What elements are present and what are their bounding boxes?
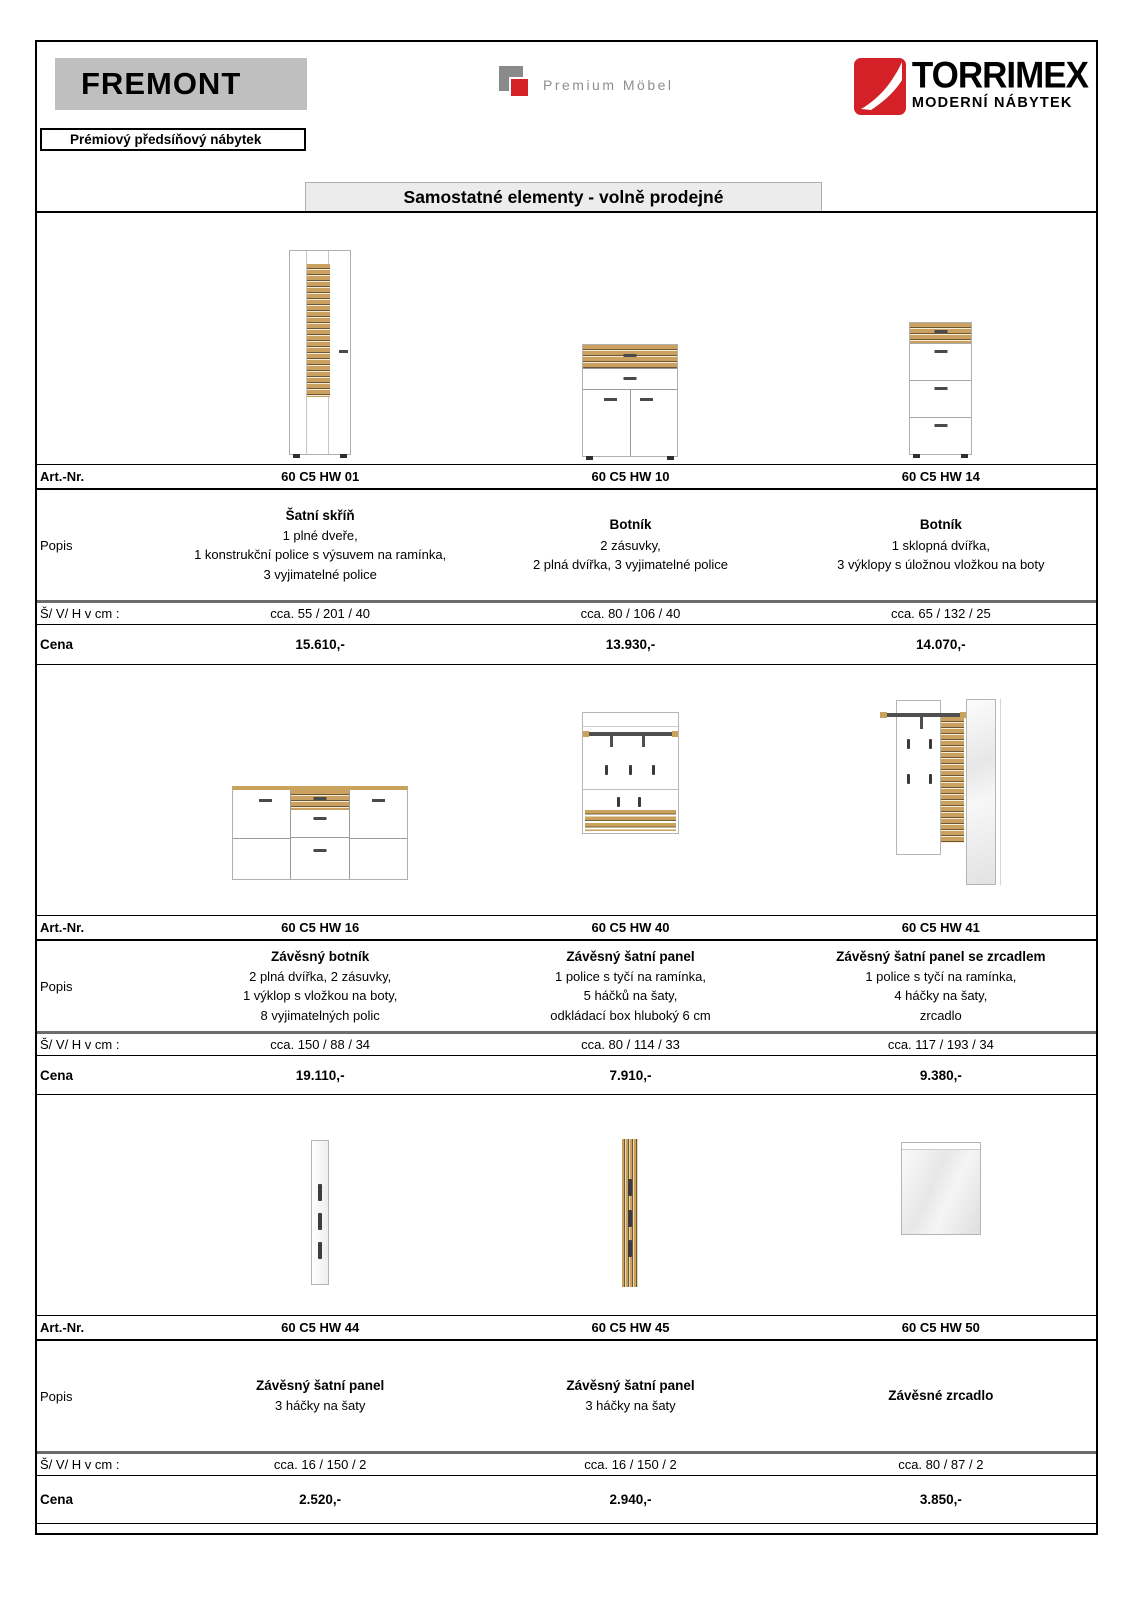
cena-label: Cena xyxy=(40,637,74,652)
coat-hook xyxy=(605,765,608,775)
art-nr-row xyxy=(37,1315,1096,1341)
product-art-nr: 60 C5 HW 10 xyxy=(591,469,670,484)
brand-title: FREMONT xyxy=(81,66,242,101)
drawer-handle xyxy=(314,797,327,800)
popis-label: Popis xyxy=(40,537,73,553)
product-price: 2.520,- xyxy=(299,1492,342,1507)
product-price: 2.940,- xyxy=(609,1492,652,1507)
product-desc-line: zrcadlo xyxy=(919,1007,962,1023)
product-price: 13.930,- xyxy=(605,637,656,652)
header xyxy=(37,42,1096,213)
door-handle xyxy=(339,350,348,353)
dims-row xyxy=(37,1451,1096,1476)
product-price: 9.380,- xyxy=(919,1067,962,1083)
product-price: 7.910,- xyxy=(609,1067,652,1083)
product-price: 14.070,- xyxy=(916,637,966,652)
product-price: 3.850,- xyxy=(919,1492,962,1507)
drawer xyxy=(291,810,349,838)
art-nr-row xyxy=(37,464,1096,490)
flap xyxy=(910,417,971,454)
product-desc-line: 1 výklop s vložkou na boty, xyxy=(242,988,398,1004)
wood-slats xyxy=(307,264,330,397)
product-image-satni-panel-bily xyxy=(311,1140,329,1285)
product-price: 15.610,- xyxy=(295,637,345,652)
product-description xyxy=(786,941,1096,1031)
flap-handle xyxy=(934,424,947,427)
product-art-nr: 60 C5 HW 50 xyxy=(901,1320,980,1335)
coat-hook xyxy=(318,1242,322,1259)
product-desc-line: 1 konstrukční police s výsuvem na ramínka, xyxy=(194,547,447,563)
popis-row xyxy=(37,1341,1096,1451)
flap xyxy=(910,380,971,417)
premium-squares-icon xyxy=(499,66,535,104)
product-title: Závěsný šatní panel se zrcadlem xyxy=(836,948,1046,964)
product-desc-line: 1 sklopná dvířka, xyxy=(891,537,990,553)
torrimex-name: TORRIMEX xyxy=(911,55,1088,96)
drawer-handle xyxy=(624,354,637,357)
rail-hook xyxy=(642,736,645,747)
cena-row xyxy=(37,1476,1096,1524)
drawer xyxy=(583,369,677,390)
product-dims: cca. 16 / 150 / 2 xyxy=(584,1457,677,1472)
door-left xyxy=(233,790,291,879)
drawer xyxy=(291,838,349,879)
product-image-zavesny-satni-panel xyxy=(582,712,679,834)
torrimex-tagline: MODERNÍ NÁBYTEK xyxy=(911,95,1073,111)
product-image-zavesne-zrcadlo xyxy=(901,1142,981,1235)
mirror-frame-top xyxy=(902,1143,980,1150)
door-handle xyxy=(604,398,617,401)
product-description xyxy=(475,1341,785,1451)
product-title: Šatní skříň xyxy=(285,507,355,523)
product-description xyxy=(475,941,785,1031)
product-dims: cca. 55 / 201 / 40 xyxy=(270,606,371,621)
product-title: Závěsný šatní panel xyxy=(256,1378,385,1394)
product-art-nr: 60 C5 HW 16 xyxy=(281,920,360,935)
dims-row xyxy=(37,1031,1096,1056)
cena-label: Cena xyxy=(40,1067,74,1083)
popis-row xyxy=(37,941,1096,1031)
product-dims: cca. 117 / 193 / 34 xyxy=(887,1037,994,1052)
product-description xyxy=(786,1341,1096,1451)
product-desc-line: 8 vyjimatelných polic xyxy=(260,1007,380,1023)
product-art-nr: 60 C5 HW 01 xyxy=(281,469,360,484)
product-title: Závěsný botník xyxy=(271,948,370,964)
product-dims: cca. 80 / 106 / 40 xyxy=(580,606,681,621)
side-edge-line xyxy=(1000,699,1001,885)
subtitle-text: Prémiový předsíňový nábytek xyxy=(70,132,262,147)
panel-divider xyxy=(583,789,678,790)
product-art-nr: 60 C5 HW 40 xyxy=(591,920,670,935)
product-block-1 xyxy=(37,213,1096,665)
popis-row xyxy=(37,490,1096,600)
shelf-line xyxy=(583,726,678,727)
door-right xyxy=(349,790,407,879)
product-desc-line: 1 plné dveře, xyxy=(282,527,358,543)
subtitle-box xyxy=(40,128,306,151)
flap-handle xyxy=(934,387,947,390)
product-description xyxy=(475,490,785,600)
dims-label: Š/ V/ H v cm : xyxy=(40,1037,120,1052)
product-art-nr: 60 C5 HW 41 xyxy=(901,920,980,935)
drawer-handle xyxy=(314,817,327,820)
brand-box xyxy=(55,58,307,110)
coat-hook xyxy=(628,1240,632,1257)
page-frame xyxy=(35,40,1098,1535)
rail-hook xyxy=(920,717,923,729)
flap-handle xyxy=(934,330,947,333)
dims-label: Š/ V/ H v cm : xyxy=(40,1457,120,1472)
drawer-handle xyxy=(314,849,327,852)
product-block-2 xyxy=(37,665,1096,1095)
wood-slat-drawer xyxy=(583,345,677,369)
cena-row xyxy=(37,1056,1096,1095)
image-row xyxy=(37,1095,1096,1315)
mirror-glass xyxy=(902,1150,980,1234)
premium-logo-text: Premium Möbel xyxy=(543,77,674,93)
product-title: Závěsný šatní panel xyxy=(566,948,695,964)
flap xyxy=(910,343,971,380)
product-image-zavesny-panel-se-zrcadlem xyxy=(880,699,1002,887)
torrimex-logo xyxy=(854,55,1088,121)
product-description xyxy=(165,941,475,1031)
dims-label: Š/ V/ H v cm : xyxy=(40,606,120,621)
image-row xyxy=(37,665,1096,915)
product-desc-line: 3 výklopy s úložnou vložkou na boty xyxy=(837,557,1045,573)
product-image-satni-skrin xyxy=(289,250,351,455)
section-title: Samostatné elementy - volně prodejné xyxy=(403,186,724,207)
premium-moebel-logo xyxy=(499,62,674,108)
coat-hook xyxy=(318,1184,322,1201)
art-nr-label: Art.-Nr. xyxy=(40,920,85,935)
product-title: Botník xyxy=(919,517,962,533)
image-row xyxy=(37,213,1096,464)
product-art-nr: 60 C5 HW 45 xyxy=(591,1320,670,1335)
art-nr-row xyxy=(37,915,1096,941)
product-desc-line: 3 háčky na šaty xyxy=(585,1398,676,1414)
coat-hook xyxy=(628,1179,632,1196)
wood-slat-drawer xyxy=(291,790,349,810)
coat-hook xyxy=(629,765,632,775)
product-desc-line: 4 háčky na šaty, xyxy=(894,988,988,1004)
coat-hook xyxy=(617,797,620,807)
product-desc-line: 2 plná dvířka, 3 vyjimatelné police xyxy=(532,557,729,573)
cena-label: Cena xyxy=(40,1492,74,1507)
rail-hook xyxy=(610,736,613,747)
torrimex-swoosh-icon xyxy=(854,58,906,121)
wood-slats xyxy=(910,323,971,343)
product-price: 19.110,- xyxy=(295,1067,345,1083)
torrimex-logo-text xyxy=(911,55,1088,111)
product-image-zavesny-botnik xyxy=(232,786,408,880)
hook-panel xyxy=(896,700,941,855)
art-nr-label: Art.-Nr. xyxy=(40,1320,85,1335)
art-nr-label: Art.-Nr. xyxy=(40,469,85,484)
flap-handle xyxy=(934,350,947,353)
product-desc-line: 5 háčků na šaty, xyxy=(583,988,678,1004)
product-desc-line: 1 police s tyčí na ramínka, xyxy=(865,968,1017,984)
wood-slats xyxy=(941,717,964,843)
product-block-3 xyxy=(37,1095,1096,1533)
hanging-rail xyxy=(589,732,672,736)
mirror xyxy=(966,699,996,885)
drawer-handle xyxy=(624,377,637,380)
coat-hook xyxy=(929,739,932,749)
product-desc-line: 1 police s tyčí na ramínka, xyxy=(554,968,706,984)
product-dims: cca. 150 / 88 / 34 xyxy=(270,1037,371,1052)
coat-hook xyxy=(628,1210,632,1227)
coat-hook xyxy=(652,765,655,775)
popis-label: Popis xyxy=(40,1388,73,1404)
product-description xyxy=(165,490,475,600)
door-handle xyxy=(259,799,272,802)
dims-row xyxy=(37,600,1096,625)
product-title: Závěsný šatní panel xyxy=(566,1378,695,1394)
door-handle xyxy=(372,799,385,802)
red-square-icon xyxy=(509,77,530,98)
coat-hook xyxy=(907,774,910,784)
product-dims: cca. 80 / 87 / 2 xyxy=(898,1457,984,1472)
coat-hook xyxy=(929,774,932,784)
door-handle xyxy=(640,398,653,401)
doors xyxy=(583,390,677,456)
product-title: Závěsné zrcadlo xyxy=(888,1387,994,1403)
wood-slats xyxy=(585,810,676,831)
product-desc-line: 3 vyjimatelné police xyxy=(263,566,377,582)
product-image-satni-panel-drevo xyxy=(622,1139,638,1287)
bottom-spacer xyxy=(37,1524,1096,1533)
section-title-bar xyxy=(305,182,822,211)
product-desc-line: 3 háčky na šaty xyxy=(275,1398,366,1414)
product-dims: cca. 16 / 150 / 2 xyxy=(273,1457,367,1472)
popis-label: Popis xyxy=(40,978,73,994)
product-title: Botník xyxy=(609,517,652,533)
product-image-botnik-vyklopny xyxy=(909,322,972,455)
coat-hook xyxy=(318,1213,322,1230)
product-dims: cca. 65 / 132 / 25 xyxy=(890,606,991,621)
product-desc-line: 2 plná dvířka, 2 zásuvky, xyxy=(249,968,392,984)
product-image-botnik xyxy=(582,344,678,457)
product-art-nr: 60 C5 HW 14 xyxy=(901,469,980,484)
product-desc-line: 2 zásuvky, xyxy=(600,537,661,553)
product-dims: cca. 80 / 114 / 33 xyxy=(581,1037,680,1052)
product-description xyxy=(786,490,1096,600)
coat-hook xyxy=(638,797,641,807)
center-column xyxy=(291,790,349,879)
cena-row xyxy=(37,625,1096,665)
product-desc-line: odkládací box hluboký 6 cm xyxy=(550,1007,711,1023)
product-art-nr: 60 C5 HW 44 xyxy=(281,1320,360,1335)
product-description xyxy=(165,1341,475,1451)
coat-hook xyxy=(907,739,910,749)
